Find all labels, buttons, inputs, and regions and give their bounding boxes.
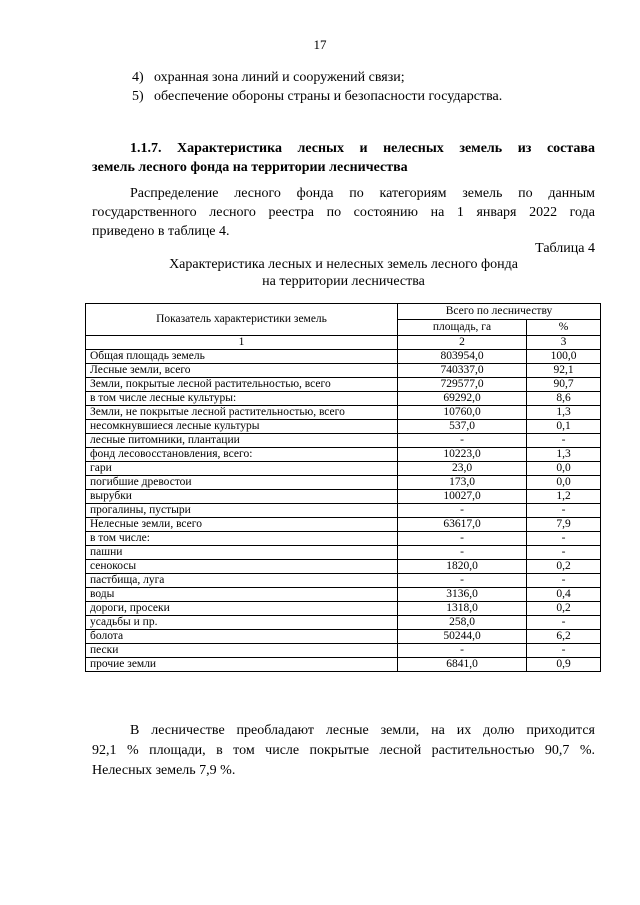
- section-heading-line-1: 1.1.7. Характеристика лесных и нелесных земель из состава: [130, 141, 595, 156]
- row-indicator: лесные питомники, плантации: [86, 434, 398, 448]
- intro-paragraph: [92, 184, 595, 241]
- land-characteristics-table: [85, 303, 601, 672]
- row-indicator: гари: [86, 462, 398, 476]
- row-area: 63617,0: [398, 518, 527, 532]
- header-area: площадь, га: [398, 320, 527, 336]
- row-percent: 1,3: [527, 406, 601, 420]
- row-area: 10027,0: [398, 490, 527, 504]
- intro-line-3: приведено в таблице 4.: [92, 224, 230, 239]
- header-total: Всего по лесничеству: [398, 304, 601, 320]
- row-percent: -: [527, 504, 601, 518]
- table-row: [86, 560, 601, 574]
- row-percent: -: [527, 434, 601, 448]
- row-indicator: погибшие древостои: [86, 476, 398, 490]
- table-row: [86, 644, 601, 658]
- row-percent: 0,0: [527, 476, 601, 490]
- row-indicator: несомкнувшиеся лесные культуры: [86, 420, 398, 434]
- table-row: [86, 518, 601, 532]
- table-caption: [92, 256, 595, 290]
- row-area: 258,0: [398, 616, 527, 630]
- table-row: [86, 588, 601, 602]
- conclusion-paragraph: [92, 721, 595, 781]
- row-indicator: усадьбы и пр.: [86, 616, 398, 630]
- row-percent: 7,9: [527, 518, 601, 532]
- row-percent: 0,4: [527, 588, 601, 602]
- table-row: [86, 476, 601, 490]
- row-indicator: вырубки: [86, 490, 398, 504]
- table-row: [86, 378, 601, 392]
- table-header-row: [86, 304, 601, 320]
- row-area: -: [398, 546, 527, 560]
- row-indicator: прочие земли: [86, 658, 398, 672]
- row-area: 69292,0: [398, 392, 527, 406]
- table-row: [86, 448, 601, 462]
- row-percent: 92,1: [527, 364, 601, 378]
- table-row: [86, 434, 601, 448]
- row-indicator: Земли, покрытые лесной растительностью, всего: [86, 378, 398, 392]
- table-row: [86, 630, 601, 644]
- row-indicator: воды: [86, 588, 398, 602]
- row-area: 6841,0: [398, 658, 527, 672]
- table-row: [86, 658, 601, 672]
- column-number-row: [86, 336, 601, 350]
- section-heading: [92, 139, 595, 177]
- row-area: 173,0: [398, 476, 527, 490]
- row-indicator: сенокосы: [86, 560, 398, 574]
- row-area: 1318,0: [398, 602, 527, 616]
- row-percent: 100,0: [527, 350, 601, 364]
- row-percent: 0,2: [527, 560, 601, 574]
- column-number: 3: [527, 336, 601, 350]
- row-area: -: [398, 574, 527, 588]
- row-indicator: пастбища, луга: [86, 574, 398, 588]
- intro-line-1: Распределение лесного фонда по категориям земель по данным: [130, 186, 595, 201]
- table-row: [86, 406, 601, 420]
- row-percent: 0,1: [527, 420, 601, 434]
- row-percent: 1,3: [527, 448, 601, 462]
- conclusion-line-1: В лесничестве преобладают лесные земли, на их долю приходится: [130, 723, 595, 738]
- row-percent: -: [527, 546, 601, 560]
- row-percent: -: [527, 532, 601, 546]
- list-item-number: 5): [132, 89, 144, 104]
- intro-line-2: государственного лесного реестра по состоянию на 1 января 2022 года: [92, 205, 595, 220]
- table-row: [86, 546, 601, 560]
- table-label: Таблица 4: [535, 241, 595, 256]
- row-area: -: [398, 644, 527, 658]
- row-indicator: Лесные земли, всего: [86, 364, 398, 378]
- row-indicator: Нелесные земли, всего: [86, 518, 398, 532]
- row-percent: 0,2: [527, 602, 601, 616]
- column-number: 2: [398, 336, 527, 350]
- list-item: [0, 68, 640, 87]
- row-percent: 6,2: [527, 630, 601, 644]
- list-item: [0, 87, 640, 106]
- header-indicator: Показатель характеристики земель: [86, 304, 398, 336]
- table-caption-line-2: на территории лесничества: [262, 274, 425, 289]
- row-indicator: фонд лесовосстановления, всего:: [86, 448, 398, 462]
- page-number: 17: [313, 37, 327, 52]
- row-percent: 0,9: [527, 658, 601, 672]
- row-indicator: пески: [86, 644, 398, 658]
- numbered-list: [0, 68, 640, 106]
- row-area: 1820,0: [398, 560, 527, 574]
- row-indicator: Земли, не покрытые лесной растительностью, всего: [86, 406, 398, 420]
- row-area: -: [398, 434, 527, 448]
- header-percent: %: [527, 320, 601, 336]
- row-indicator: в том числе:: [86, 532, 398, 546]
- row-area: 740337,0: [398, 364, 527, 378]
- conclusion-line-2: 92,1 % площади, в том числе покрытые лесной растительностью 90,7 %.: [92, 743, 595, 758]
- row-area: 3136,0: [398, 588, 527, 602]
- table-row: [86, 420, 601, 434]
- row-percent: -: [527, 616, 601, 630]
- row-percent: 1,2: [527, 490, 601, 504]
- table-row: [86, 392, 601, 406]
- list-item-text: охранная зона линий и сооружений связи;: [154, 70, 405, 85]
- row-indicator: в том числе лесные культуры:: [86, 392, 398, 406]
- row-area: 729577,0: [398, 378, 527, 392]
- row-percent: -: [527, 644, 601, 658]
- list-item-text: обеспечение обороны страны и безопасности государства.: [154, 89, 503, 104]
- table-row: [86, 504, 601, 518]
- table-row: [86, 462, 601, 476]
- table-row: [86, 602, 601, 616]
- row-area: 803954,0: [398, 350, 527, 364]
- row-area: 10760,0: [398, 406, 527, 420]
- section-heading-line-2: земель лесного фонда на территории лесничества: [92, 160, 408, 175]
- row-area: -: [398, 532, 527, 546]
- row-area: -: [398, 504, 527, 518]
- table-row: [86, 350, 601, 364]
- row-area: 23,0: [398, 462, 527, 476]
- table-row: [86, 532, 601, 546]
- table-row: [86, 364, 601, 378]
- row-area: 50244,0: [398, 630, 527, 644]
- list-item-number: 4): [132, 70, 144, 85]
- row-area: 537,0: [398, 420, 527, 434]
- column-number: 1: [86, 336, 398, 350]
- row-indicator: болота: [86, 630, 398, 644]
- row-indicator: дороги, просеки: [86, 602, 398, 616]
- table-row: [86, 616, 601, 630]
- conclusion-line-3: Нелесных земель 7,9 %.: [92, 763, 236, 778]
- table-caption-line-1: Характеристика лесных и нелесных земель лесного фонда: [169, 257, 518, 272]
- row-indicator: прогалины, пустыри: [86, 504, 398, 518]
- row-percent: 90,7: [527, 378, 601, 392]
- row-indicator: пашни: [86, 546, 398, 560]
- row-indicator: Общая площадь земель: [86, 350, 398, 364]
- row-area: 10223,0: [398, 448, 527, 462]
- table-row: [86, 490, 601, 504]
- row-percent: -: [527, 574, 601, 588]
- row-percent: 8,6: [527, 392, 601, 406]
- table-row: [86, 574, 601, 588]
- row-percent: 0,0: [527, 462, 601, 476]
